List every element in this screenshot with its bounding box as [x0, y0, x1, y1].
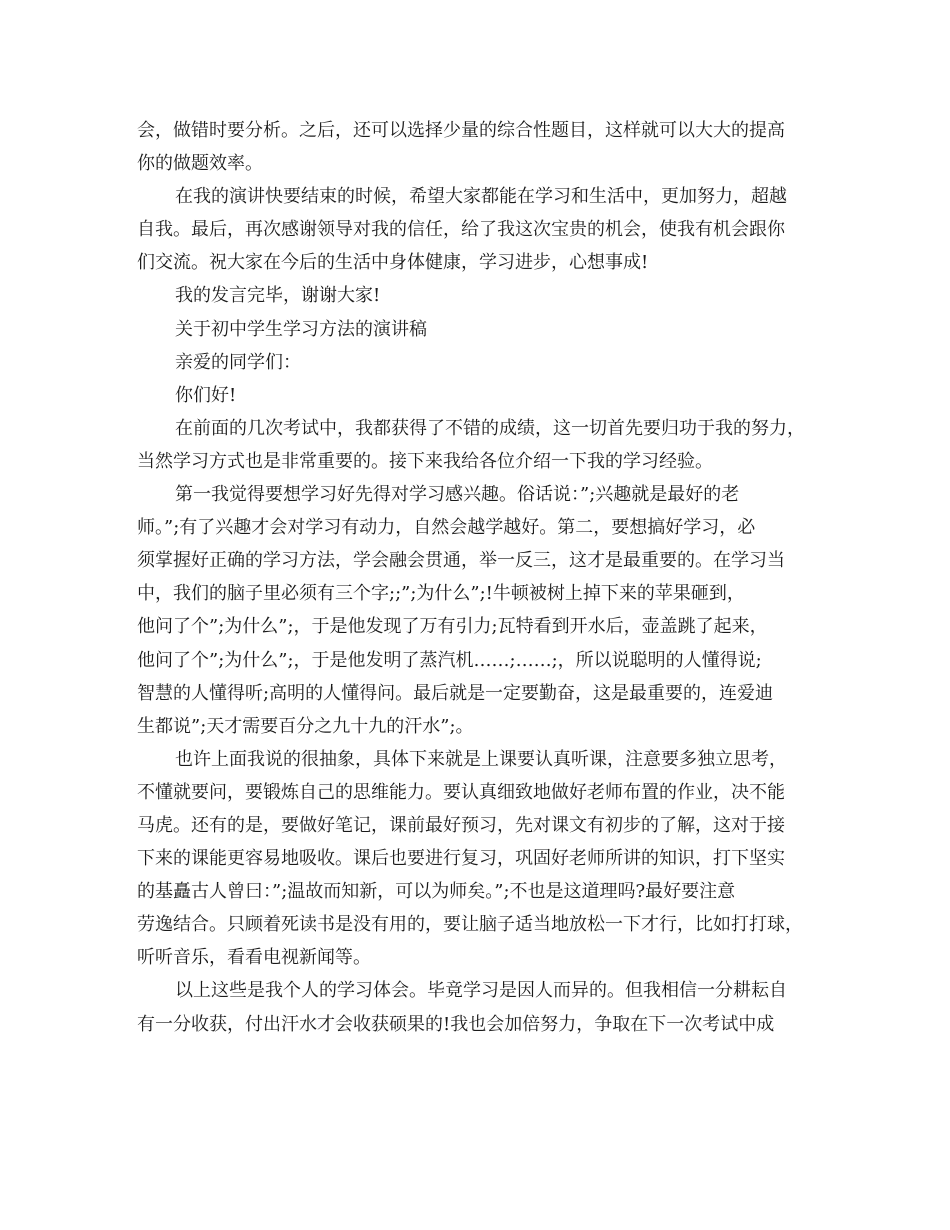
text-line: 生都说”;天才需要百分之九十九的汗水”;。 — [137, 715, 474, 737]
text-line: 的基矗古人曾曰：”;温故而知新，可以为师矣。”;不也是这道理吗?最好要注意 — [137, 881, 736, 903]
text-line: 劳逸结合。只顾着死读书是没有用的，要让脑子适当地放松一下才行，比如打打球， — [137, 914, 803, 936]
text-line: 下来的课能更容易地吸收。课后也要进行复习，巩固好老师所讲的知识，打下坚实 — [137, 848, 785, 870]
text-line: 中，我们的脑子里必须有三个字;;”;为什么”;!牛顿被树上掉下来的苹果砸到， — [137, 583, 745, 605]
text-line: 马虎。还有的是，要做好笔记，课前最好预习，先对课文有初步的了解，这对于接 — [137, 814, 785, 836]
document-body — [137, 114, 827, 1041]
paragraph-start: 第一我觉得要想学习好先得对学习感兴趣。俗话说：”;兴趣就是最好的老 — [175, 484, 740, 506]
speech-title: 关于初中学生学习方法的演讲稿 — [175, 318, 427, 340]
text-line: 自我。最后，再次感谢领导对我的信任，给了我这次宝贵的机会，使我有机会跟你 — [137, 219, 785, 241]
greeting: 你们好! — [175, 384, 237, 406]
paragraph-start: 也许上面我说的很抽象，具体下来就是上课要认真听课，注意要多独立思考， — [175, 748, 787, 770]
salutation: 亲爱的同学们： — [175, 351, 301, 373]
text-line: 听听音乐，看看电视新闻等。 — [137, 947, 371, 969]
paragraph-start: 以上这些是我个人的学习体会。毕竟学习是因人而异的。但我相信一分耕耘自 — [175, 980, 787, 1002]
text-line: 须掌握好正确的学习方法，学会融会贯通，举一反三，这才是最重要的。在学习当 — [137, 550, 785, 572]
text-line: 师。”;有了兴趣才会对学习有动力，自然会越学越好。第二，要想搞好学习，必 — [137, 517, 756, 539]
paragraph-start: 在前面的几次考试中，我都获得了不错的成绩，这一切首先要归功于我的努力， — [175, 417, 805, 439]
text-line: 你的做题效率。 — [137, 153, 263, 175]
text-line: 们交流。祝大家在今后的生活中身体健康，学习进步，心想事成! — [137, 252, 649, 274]
text-line: 智慧的人懂得听;高明的人懂得问。最后就是一定要勤奋，这是最重要的，连爱迪 — [137, 682, 774, 704]
text-line: 会，做错时要分析。之后，还可以选择少量的综合性题目，这样就可以大大的提高 — [137, 120, 785, 141]
text-line: 他问了个”;为什么”;，于是他发现了万有引力;瓦特看到开水后，壶盖跳了起来， — [137, 616, 768, 638]
text-line: 当然学习方式也是非常重要的。接下来我给各位介绍一下我的学习经验。 — [137, 450, 713, 472]
text-line: 他问了个”;为什么”;，于是他发明了蒸汽机……;……;，所以说聪明的人懂得说; — [137, 649, 762, 671]
text-line: 有一分收获，付出汗水才会收获硕果的!我也会加倍努力，争取在下一次考试中成 — [137, 1013, 775, 1035]
paragraph-start: 在我的演讲快要结束的时候，希望大家都能在学习和生活中，更加努力，超越 — [175, 186, 787, 208]
text-line: 不懂就要问，要锻炼自己的思维能力。要认真细致地做好老师布置的作业，决不能 — [137, 781, 785, 803]
paragraph-start: 我的发言完毕，谢谢大家! — [175, 285, 381, 307]
